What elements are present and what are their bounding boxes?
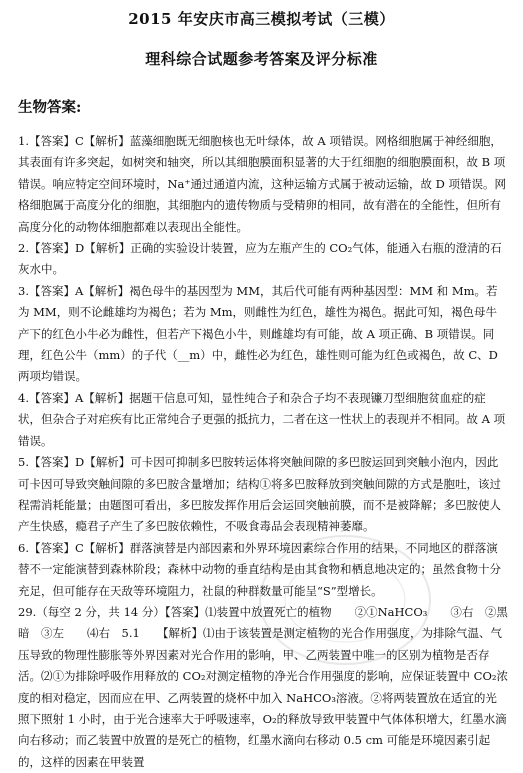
- answer-item-1: 1.【答案】C【解析】蓝藻细胞既无细胞核也无叶绿体，故 A 项错误。网格细胞属于神经细胞，其表面有许多突起，如树突和轴突，所以其细胞膜面积显著的大于红细胞的细胞膜面积，故 B 项错误。响应特定空间环境时，Na⁺通过通道内流，这种运输方式属于被动运输，故 D 项错误。网格细胞属于高度分化的细胞，其细胞内的遗传物质与受精卵的相同，故有潜在的全能性，但所有高度分化的动物体细胞都难以表现出全能性。: [18, 134, 507, 234]
- answer-item-6: 6.【答案】C【解析】群落演替是内部因素和外界环境因素综合作用的结果，不同地区的群落演替不一定能演替到森林阶段；森林中动物的垂直结构是由其食物和栖息地决定的；虽然食物十分充足，但可能存在天敌等环境阻力，社鼠的种群数量可能呈“S”型增长。: [18, 540, 501, 598]
- answer-item-29: 29.（每空 2 分，共 14 分）【答案】⑴装置中放置死亡的植物 ②①NaHCO₃ ③右 ②黑暗 ③左 ⑷右 5.1 【解析】⑴由于该装置是测定植物的光合作用强度，为排除气温、气压导致的物理性膨胀等外界因素对光合作用的影响，甲、乙两装置中唯一的区别为植物是否存活。⑵①为排除呼吸作用释放的 CO₂对测定植物的净光合作用强度的影响，应保证装置中 CO₂浓度的相对稳定，因而应在甲、乙两装置的烧杯中加入 NaHCO₃溶液。②将两装置放在适宜的光照下照射 1 小时，由于光合速率大于呼吸速率，O₂的释放导致甲装置中气体体积增大，红墨水滴向右移动；而乙装置中放置的是死亡的植物，红墨水滴向右移动 0.5 cm 可能是环境因素引起的，这样的因素在甲装置: [18, 604, 508, 769]
- answer-list: [18, 131, 508, 773]
- answer-item-2: 2.【答案】D【解析】正确的实验设计装置，应为左瓶产生的 CO₂气体，能通入右瓶的澄清的石灰水中。: [18, 241, 502, 277]
- answer-item-3: 3.【答案】A【解析】褐色母牛的基因型为 MM，其后代可能有两种基因型：MM 和 Mm。若为 MM，则不论雌雄均为褐色；若为 Mm，则雌性为红色，雄性为褐色。据此可知，褐色母牛产下的红色小牛必为雌性，但若产下褐色小牛，则雌雄均有可能，故 A 项正确、B 项错误。同理，红色公牛（mm）的子代（__m）中，雌性必为红色，雄性则可能为红色或褐色，故 C、D 两项均错误。: [18, 283, 498, 384]
- exam-title: 2015 年安庆市高三模拟考试（三模）: [128, 10, 395, 28]
- section-heading-biology: 生物答案:: [18, 99, 82, 116]
- answer-item-5: 5.【答案】D【解析】可卡因可抑制多巴胺转运体将突触间隙的多巴胺运回到突触小泡内，因此可卡因可导致突触间隙的多巴胺含量增加；结构①将多巴胺释放到突触间隙的方式是胞吐，该过程需消耗能量；由题图可看出，多巴胺发挥作用后会运回突触前膜，而不是被降解；多巴胺使人产生快感，瘾君子产生了多巴胺依赖性，不吸食毒品会表现精神萎靡。: [18, 455, 501, 534]
- answer-key-subtitle: 理科综合试题参考答案及评分标准: [145, 50, 378, 68]
- answer-item-4: 4.【答案】A【解析】据题干信息可知，显性纯合子和杂合子均不表现镰刀型细胞贫血症的症状，但杂合子对疟疾有比正常纯合子更强的抵抗力，二者在这一性状上的表现并不相同。故 A 项错误。: [18, 390, 506, 448]
